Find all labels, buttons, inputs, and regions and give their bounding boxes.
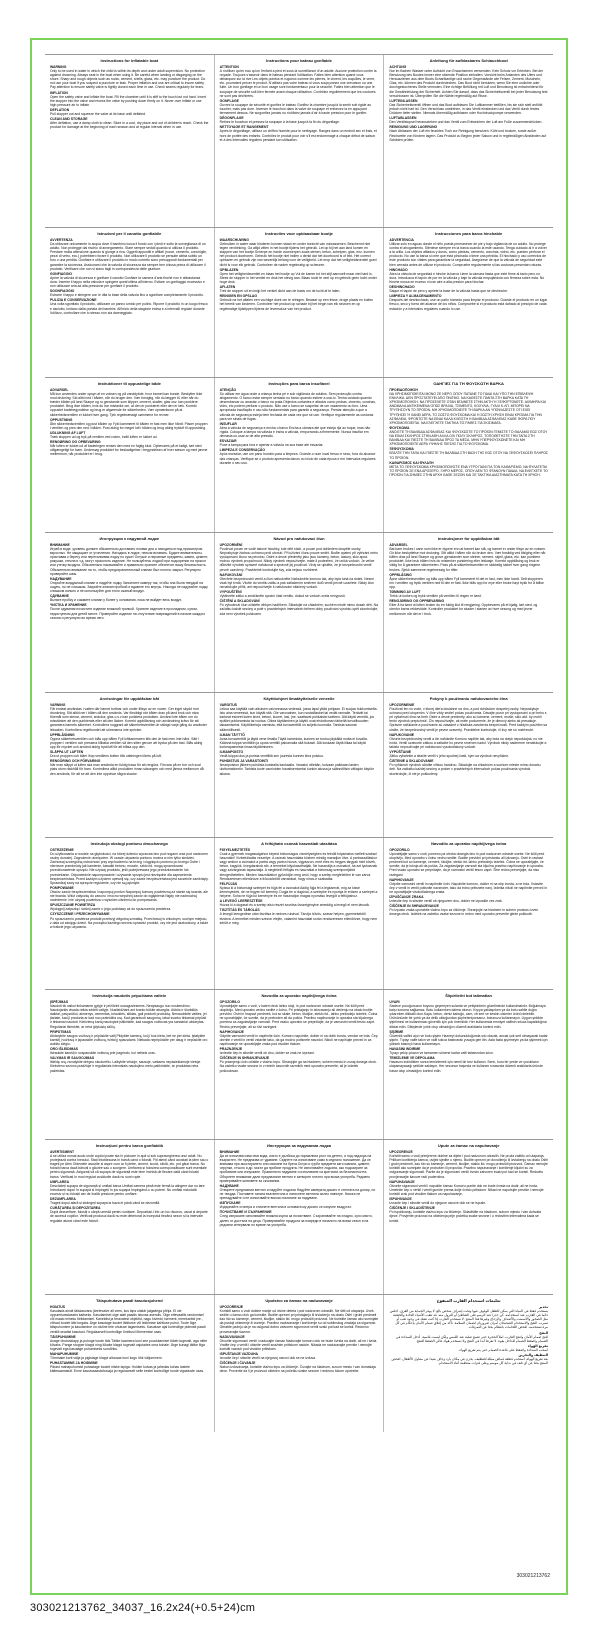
section-heading: RENGØRING OG OPBEVARING	[50, 440, 101, 445]
section-heading: UPOZORENJE	[389, 1150, 413, 1154]
section-heading: ИЗПУСКАНЕ	[219, 1201, 241, 1206]
section-heading: ILMANPOISTO	[219, 750, 244, 755]
block-title: Инструкция к надувной лодке	[99, 536, 160, 541]
section-text: Das Sicherheitsventil öffnen und das Boot aufblasen Die Luftkammer befüllen, bis sie sich steif anfühlt jedoch nicht hart ist. Den Verschluss umdrehen, in das Ventil einstecken und das Ventil durch festes Drücken tiefer stellen. Niemals übermäßig aufblasen oder Hochdruckpumpe verwenden.	[389, 102, 543, 116]
section-heading: LUFTEINLASSEN	[389, 98, 418, 103]
block-title: Instrukcja obsługi pontonu dmuchanego	[90, 841, 168, 846]
section-text: Må kun anvendes under opsyn af en voksen og på vanddybde, hvor barnet kan bunde. Beskytter ikke mod drukning. Sid altid ned i båden, når du bruger den. Vær forsigtig, når du lægger til, eller når du træder båden på land Skarpe og ru genstande som klipper, cement, skaller, glas osv. kan punktere produktet. Brug ikke båden, hvis du har mistanke om, at den er punkteret eller den er læk. Korrekt oppustet badebegyndelse og brug er afgørende for sikkerheden. Vær opmærksom på at sikkerhedsventilen er lukket hver gang. Tjek regelmæssigt sømmene for revner.	[50, 392, 203, 417]
section-text: Naudoti tik vaikui tinkamame gylyje ir prižiūrint suaugusiesiems. Neapsaugo nuo nuskendimo. Naudojantis visada reikia sėdėti valtyje. Nusileidžiant ant kranto būkite atsargūs. Aštrūs ir šiurkštūs daiktai, pavyzdžiui, akmenys, cementas, kriauklės, stiklas, gali pradurti produktą. Nenaudokite valties, jei įtariate, kad ji pradurta ar kad nuo praleidžia orą. Kad garantuoti saugumą, labai svarbu tinkamai pripūsti ir tinkamai naudoti. Kiekvieną kartą naudojant įsitikinkite, kad saugos vožtuvas yra sandariai uždarytas. Reguliariai tikrinkite, ar nėra įplyšusių siūlių.	[50, 1004, 207, 1029]
section-heading: RENGÖRING OCH FÖRVARING	[50, 759, 101, 764]
section-text: Izvucite čep i stisnite ventil do njegove osnove dok se ne ispuše.	[389, 1201, 487, 1206]
section-heading: NAPIHOVANJE	[389, 877, 414, 882]
instruction-block	[214, 693, 384, 837]
section-text: يستخدم فقط في المياه التي يمكن للطفل الوقوف فيها وتحت إشراف شخص بالغ. لا يوفر الحماية من الغرق. اجلس دائما في القارب عند استخدامه. كن حذرا عند الرسو على الشاطئ أو النزول منه. قد تثقب الأشياء الحادة والخشنة مثل الصخور والأسمنت والأصداف والزجاج وغيرها هذا المنتج. لا تستخدم القارب إذا كنت تشك في وجود ثقب أو تسرب. النفخ والاستخدام الصحيحان أمران ضروريان لضمان السلامة. تأكد من إغلاق صمام الأمان بإحكام في كل مرة تستخدمه. افحص اللحامات بانتظام بحثا عن التمزقات.	[389, 1309, 549, 1330]
section-heading: ΠΡΟΕΙΔΟΠΟΙΗΣΗ	[389, 388, 418, 392]
section-text: Používat pouze ve vodě takové hloubky, kde dítě stačí, a pouze pod dohledem dospělé osoby. Neposkytuje žádnou ochranu proti utonutí. Při užívání člunu pouze sedět. Buďte opatrní při vylézání nebo vystupování člunu na pevninu. Ostré a drsné předměty jako jsou kameny, beton, lastury, sklo apod. mohou výrobek propíchnout. Nikdy výrobek nepoužívejte, máte-li podezření, že uniká vzduch. Je velice důležité výrobek správně nafukovat a správně jej používat. Vždy se ujistěte, že je bezpečnostní ventil pevně uzavřený. Pravidelně kontrolujte švy, zda nejsou roztržené.	[219, 547, 378, 572]
section-heading: LUFTABLASSEN	[389, 116, 417, 121]
section-text: Da utilizzare unicamente in acqua dove il bambino tocca il fondo con i piedi e sotto la sorveglianza di un adulto. Non protegge dal rischio di annegamento. Stare sempre seduti quando si utilizza il prodotto. Prestare molta attenzione quando si giunge a riva. Oggetti appuntiti e affilati (rocce, cemento, conchiglie, pezzi di vetro, ecc.) potrebbero forare il prodotto. Non utilizzare il prodotto se pensate abbia subito un foro o una perdita. Gonfiare e utilizzare il prodotto in modo corretto sono presupposti fondamentali per garantire la sicurezza. Assicurarsi che la valvola di sicurezza sia sempre ben chiusa prima di utilizzare il prodotto. Verificare che non vi siano tagli in corrispondenza delle giunture.	[50, 242, 207, 271]
section-text: Estrarre il tappo e stringere con le dita la base della valvola fino a sgonfiare completamente il prodotto.	[50, 293, 204, 298]
block-title: Instrucţiuni pentru barca gonflabilă	[95, 1143, 163, 1148]
section-text: Only to be used in water in which the child is within its depth and under adult supervision. No protection against drowning. Always seat in the boat when using it. Be careful when landing or disgarging on the shore. Sharp and rough objects such as rocks, cement, shells, glass, etc. may puncture the product. Do not use your boat if you suspect a puncture or leak. Proper inflation and use are critical to insure safety. Pay attention to ensure safety valve is tightly closed each time in use. Check seams regularly for tears.	[50, 69, 206, 90]
instruction-block	[383, 378, 553, 532]
section-text: Odprite varnostni ventil in napihnite čoln. Napolnite komoro, dokler ni na otip čvrsta, a ne trda. Vstavite čep v ventil in ventil potisnite navznoter, tako da trdno pritisnete nanj. Izdelka nikoli ne napihnite preveč in ne uporabljajte visokotlačnega zraka.	[389, 881, 548, 894]
section-text: A n'utiliser qu'en eau qu'on l'enfant a pied et sous la surveillance d'un adulte. Aucune protection contre la noyade. Toujours s'asseoir dans le bateau pendant l'utilisation. Faites bien attention quand vous debarquez sur la rive Les objets pointus et rugueux comme les pierres, le ciment, les coquilles, le verre, etc. pourraient percer le produit. N'utilisez pas votre bateau si vous soupçonnez une crevaison ou une fuite. Un bon gonflage et un bon usage sont fondamentaux pour la sécurité. Faites bien attention que le soupape de sécurité soit bien fermée avant chaque utilisation. Contrôlez régulièrement que les coutures ne sont pas déchirées.	[219, 69, 377, 98]
section-heading: СДУВАНИЕ	[50, 594, 69, 599]
section-heading: ŞİŞİRME	[389, 1029, 404, 1034]
section-heading: VYPÚŠŤANIE	[389, 750, 412, 755]
instruction-block	[383, 533, 553, 692]
section-heading: HAVASINI INDIRME	[389, 1047, 421, 1052]
block-title: Šlipirtleiht bot talimatları	[445, 993, 493, 998]
section-text: Uporabljajte samo v vodi, pomeno pa otroka dosegla dno in pod nadzorom odrasle osebe. Ne ščiti pred utopitvijo. Med uporabo v čolnu vedno sedite. Bodite previdni pri pristanku ali izkrcanju. Ostri in raskavi predmeti kot so kamenje, cement, školjke, steklo itd. lahko prebodejo izdelek. Čolna ne uporabljajte, če sumite, da je luknja ali da pušča. Za zagotavljanje varnosti sta ključna pravilno napihovanje in uporaba. Pred vsako uporabo se prepričajte, da je varnostni ventil tesno zaprt. Šive redno preverjajte, da niso raztrgani.	[389, 852, 545, 877]
section-heading: CZYSZCZENIE I PRZECHOWYWANIE	[50, 912, 110, 917]
instruction-row	[45, 837, 553, 989]
section-heading: ADVARSEL	[389, 543, 408, 547]
section-heading: ISPUHIVANJE	[389, 1197, 412, 1202]
section-heading: NAFUKOVÁNÍ	[219, 572, 243, 577]
section-heading: LIMPIEZA Y ALMACENAMIENTO	[389, 294, 442, 299]
section-text: ΑΝΟΙΞΤΕ ΤΗ ΒΑΛΒΙΔΑ ΑΣΦΑΛΕΙΑΣ ΚΑΙ ΦΟΥΣΚΩΣΤΕ ΤΟ ΠΡΟΪΟΝ ΓΕΜΙΣΤΕ ΤΟ ΘΑΛΑΜΟ ΕΩΣ ΟΤΟΥ ΝΑ ΕΙΝΑΙ ΣΚΛΗΡΟΣ ΣΤΗΝ ΑΦΗ ΑΛΛΑ ΟΧΙ ΠΟΛΥ ΣΚΛΗΡΟΣ. ΤΟΠΟΘΕΤΗΣΤΕ ΤΗΝ ΤΑΠΑ ΣΤΗ ΒΑΛΒΙΔΑ ΚΑΙ ΠΙΕΣΤΕ ΤΗ ΒΑΛΒΙΔΑ ΠΡΟΣ ΤΑ ΜΕΣΑ. ΜΗΝ ΥΠΕΡΦΟΥΣΚΩΝΕΤΕ ΚΑΙ ΜΗ ΧΡΗΣΙΜΟΠΟΙΕΙΤΕ ΑΕΡΑ ΥΨΗΛΗΣ ΠΙΕΣΗΣ ΓΙΑ ΤΟ ΦΟΥΣΚΩΜΑ.	[389, 429, 548, 447]
section-text: Csak a gyermek magasságához képest biztonságos vízmélységben és felnőtt folyamatos mellett szabad használni! Vízbefulladás veszélye. A csónak használata közben mindig maradjon ülve. A partraszálláskor vagy amikor a csónakot a partra vagy parton húzza, vigyázzon, mert éles és hegyes tárgyak mint kövek, beton, kagylók, üvegdarabok stb. a terméket kilyukaszthatják. Ne használja a csónakot, ha azt lyukasnak vagy szivárgónak tapasztalja. A megfelelő felfújás és használat a biztonság szempontjából elengedhetetlen. Minden használatkor győződjön meg arról, hogy a szelep megfelelően le van zárva. Rendszeresen ellenőrizze a fröccsöntött varratokat, hogy nincs-e szakadás.	[219, 852, 378, 881]
instruction-block	[214, 838, 384, 989]
section-heading: NAFUKOVANIE	[389, 732, 414, 737]
section-text: Uporabljajte samo v vodi, v kateri otrok lahko stoji, in pod nadzorom odrasle osebe. Ne ščiti pred utopitvijo. Med uporabo vedno sedite v čolnu. Pri pristajanju in izkrcavanju ali vlečenju na obalo bodite previdni. Ostri in hrapavi predmeti, kot so skale, beton, školjke, steklo itd., lahko prebodejo izdelek. Čolna ne uporabljajte, če sumite, da je preboden ali da pušča. Pravilno napihovanje in uporaba sta ključnega pomena za zagotavljanje varnosti. Pred vsako uporabo se prepričajte, da je varnostni ventil tesno zaprt. Redno preverjajte, ali so šivi raztrgani.	[219, 1004, 378, 1029]
section-text: Odprite varnostni ventil in napihnite čoln. Komoro napolnite, dokler ni na dotik čvrsta, vendar ne trda. Čep obrnite v ventil in ventil vstavite tako, da ga močno potisnete navzdol. Nikoli ne napihujte preveč in za napihovanje ne uporabljajte zraka pod visokim tlakom.	[219, 1033, 378, 1046]
section-heading: INFLATION	[50, 90, 68, 95]
section-text: A levegő leengedése után tisztítsa le nedves ruhával. Tárolja hűvös, száraz helyen, gyermekektől elzárva. A terméket minden szezon elején, valamint használat során rendszeresen ellenőrizze, hogy nem sérült-e meg.	[219, 912, 378, 925]
section-text: Otwórz zawór bezpieczeństwa i napompuj ponton Napompuj komorę powietrzną aż stanie się twarda, ale nie twarda. Włóż zatyczkę do zaworu i mocno wepchnij zawór do wgłębienia Nigdy nie nadmuchuj nadmiernie i nie używaj powietrza o wysokim ciśnieniu do pompowania.	[50, 889, 208, 903]
section-heading: IZPUŠČANJE ZRAKA	[389, 895, 424, 900]
section-text: A se utiliza numai acolo unde copilul poate sta în picioare în apă și sub supravegherea unui adult. Nu protejează contra înecului. Stați întotdeauna în barcă când o folosiți. Fiți atenți când acostați la țărm sau o trageți pe țărm Obiectele ascuțite și aspre cum ar fi pietre, ciment, scoici, sticlă, etc. pot găuri barca. Nu folosiți barca dacă bănuiți o găurire sau o scurgere. Umflarea și folosirea corespunzătoare sunt esențiale pentru siguranță. Asigurați-vă că supapa de siguranță este bine închisă de fiecare dată când folosiți barca. Verificați în mod regulat cusăturile dacă nu sunt rupte.	[50, 1154, 209, 1179]
instruction-block	[45, 1140, 214, 1294]
instruction-row	[45, 227, 553, 377]
instruction-block	[45, 693, 214, 837]
instruction-block	[383, 838, 553, 989]
section-heading: OPPUSTNING	[50, 417, 73, 422]
block-title: Instructies voor opblaasbaar bootje	[265, 231, 333, 236]
block-title: Käyttöohjeet ilmatäytteiselle veneelle	[263, 696, 335, 701]
section-heading: UMFLAREA	[50, 1179, 70, 1184]
section-text: Nakon izduvavanja, koristite vlažnu krpu za čišćenje. Čuvajte na hladnom, suvom mestu i van domašaja dece. Proverite da li je proizvod oštećen na početku svake sezone i redovno tokom upotrebe.	[219, 1365, 376, 1374]
section-heading: HOIATUS	[50, 1305, 66, 1309]
section-text: Ouvrez la soupape de sécurité et gonflez le bateau Gonflez la chambre jusqu'à la sentir soit rigide au toucher, mais pas dure. Inverser le bouchon dans la valve de soupape et enfoncez la en appuyant fermement dessus. Ne surgonflez jamais ou n'utilisez jamais d'air à haute pression pour le gonfler.	[219, 102, 372, 116]
block-title: Anleitung für aufblasbares Schlauchboot	[429, 58, 508, 63]
section-heading: NADUVAVANJE	[219, 1334, 245, 1339]
instruction-row	[45, 532, 553, 692]
block-title: Instruktioner til oppustelige både	[97, 381, 161, 386]
section-heading: SGONFIAGGIO	[50, 289, 75, 294]
instruction-row	[45, 54, 553, 227]
section-text: Après le dégonflage, utilisez un chiffon humide pour le nettoyage. Rangez dans un endroit sec et frais, et hors de portée des enfants. Contrôlez le produit pour voir s'il est endommagé à chaque début de saison et à des intervalles réguliers pendant son utilisation.	[219, 129, 377, 142]
section-text: Po vyfouknutí člun očistěte vlhkým hadříkem. Skladujte na chladném, suchém místě mimo dosah dětí. Na začátku každé sezóny a poté v pravidelných intervalech během doby používání výrobku opět zkontrolujte, zda není výrobek poškozen.	[219, 603, 379, 616]
block-title: Pokyny k používaniu nafukovacieho člna	[429, 696, 508, 701]
section-text: ΜΕΤΑ ΤΟ ΞΕΦΟΥΣΚΩΜΑ ΧΡΗΣΙΜΟΠΟΙΗΣΤΕ ΕΝΑ ΥΓΡΟ ΠΑΝΙ ΓΙΑ ΤΟΝ ΚΑΘΑΡΙΣΜΟ. ΝΑ ΦΥΛΑΓΕΤΑΙ ΤΟ ΠΡΟΪΟΝ ΣΕ ΕΝΑ ΔΡΟΣΕΡΟ, ΞΗΡΟ ΜΕΡΟΣ, ΟΠΟΥ ΔΕΝ ΤΟ ΦΤΑΝΟΥΝ ΠΑΙΔΙΑ. ΝΑ ΕΛΕΓΧΕΤΕ ΤΟ ΠΡΟΪΟΝ ΓΙΑ ΖΗΜΙΕΣ ΣΤΗΝ ΑΡΧΗ ΚΑΘΕ ΣΕΖΟΝ ΚΑΙ ΣΕ ΤΑΚΤΙΚΑ ΔΙΑΣΤΗΜΑΤΑ ΚΑΤΑ ΤΗ ΧΡΗΣΗ.	[389, 464, 548, 477]
section-text: Pärast mahapuhumist puhastage toodet niiske lapiga. Hoidke kuivas ja jahedas kohas lastele kättesaamatult. Enne kasutusaastahooaja ja regulaarselt selle kestel kontrollige toode vigastuste osas.	[50, 1365, 204, 1374]
section-heading: TISZTÍTÁS ÉS TÁROLÁS	[219, 908, 260, 913]
instruction-block	[383, 1295, 553, 1432]
section-heading: ČIŠĆENJE I ČUVANJE	[219, 1361, 256, 1366]
instruction-row	[45, 989, 553, 1139]
section-heading: TEMİZLEME VE DEPOLAMA	[389, 1056, 435, 1061]
section-heading: FELFÚJÁS	[219, 881, 238, 886]
section-text: После сдувания почистите изделие влажной тряпкой. Храните изделие в прохладном, сухом, недоступном для детей месте. Проверяйте изделие на отсутствие повреждений в начале каждого сезона и регулярно во время него.	[50, 607, 206, 620]
section-text: Den Ventilstopsel herausziehen und das Ventil zum Entweichen der Luft am Fuße zusammendrücken.	[389, 120, 543, 125]
section-text: Avage ohutusklapp ja puhuge toode täis Täitke kaamera kuni see puudutamisel tükeb tugevalt, aga mitte kõvaks. Pange stopper klappi ning lükake klappi tugevalt vajutades oma kohale. Ärge kunagi täitke liiga tugevalt ega kasutage puhumiseks suruõhku.	[50, 1338, 208, 1351]
section-heading: ПОЧИСТВАНЕ И СЪХРАНЕНИЕ	[219, 1210, 272, 1215]
section-heading: NETTOYAGE ET RANGEMENT	[219, 125, 269, 130]
instruction-row	[45, 377, 553, 532]
section-heading: تفريغ الهواء	[527, 1343, 549, 1348]
instruction-block	[214, 228, 384, 377]
section-heading: ЧИСТКА И ХРАНЕНИЕ	[50, 603, 87, 608]
section-text: Pull stopper out and squeeze the valve at its base until deflated.	[50, 112, 146, 117]
section-text: Åbn sikkerhedsventilen og pust båden op Fyld kammeret til båden er fast men ikke hårdt. Placer proppen i ventilen og pres den ned i båden. Pust aldrig for meget luft i båden og brug aldrig trykluft til oppustning.	[50, 421, 208, 430]
section-text: Откройте воздушный клапан и надуйте лодку Заполните камеру так, чтобы она была твердой на ощупь, но не слишком. Закройте клапан пробкой и вдавите его внутрь. Никогда не надувайте лодку слишком сильно и не используйте для этого сжатый воздух.	[50, 580, 208, 594]
section-heading: النفخ	[539, 1330, 549, 1335]
section-heading: RENGJØRING OG OPPBEVARING	[389, 599, 445, 604]
instruction-block	[45, 990, 214, 1139]
instruction-block	[383, 1140, 553, 1294]
section-text: Nach Ablassen der Luft ein feuchtes Tuch zur Reinigung benutzen. Kühl und trocken, sowie außer Reichweite von Kindern lagern. Das Produkt zu Beginn jeder Saison und in regelmäßigen Abständen auf Schäden prüfen.	[389, 129, 547, 142]
section-text: Tõmmake korti välja ja pigistage klappi alloosas kuni kogu õhk väljuminem.	[50, 1356, 163, 1361]
section-heading: PUHDISTUS JA VARASTOINTI	[219, 759, 269, 764]
section-heading: WARNING	[50, 65, 67, 69]
instruction-block	[214, 990, 384, 1139]
instruction-block	[45, 228, 214, 377]
section-text: Používať len vo vode, v ktorej dieťa dosiahne na dno, a pod dohľadom dospelej osoby. Neposkytuje ochranu pred utopením. V člne vždy sedieť počas používania. Dávajte pozor pri vystupovaní a pri behu s pri vytiahnutí člna na breh Ostré a drsné predmety, ako sú kamene, cement, mušle, sklo atď. by mohli tento výrobok prepichnúť. Čln nepoužívajte, ak máte podozrenie, že je dierový alebo ak presakuje. Správne nafúkanie a používanie sú zásadné z hľadiska zaručenia bezpečnosti. Pred každým použitím sa uistite, že bezpečnostný ventil je pevne uzavretý. Pravidelne kontrolujte, či švy nie sú roztrhnuté.	[389, 707, 547, 732]
section-text: Да се използва само във вода, която е дълбока до нормалния ръст на детето, и под надзора на възрастен. Не предпазва от удавяне. Седнете на използване само в седнало положение. Да се внимава при акостирането или сваляне на брега.Остри и груби предмети като камъни, цимент, черупки, стъкло и др. могат да пробият продукта. Не използвайте лодката, ако подозирате за пробиване или изпускане. Правилното надуване и използване са критични за безопасността. Обърнете внимание дали предпазният вентил е затворен плътно при всяка употреба. Редовно проверявайте шевовете за скъсвания.	[219, 1154, 372, 1183]
section-text: Po spuszczeniu powietrza produkt przetrzyj wilgotną szmatką. Przechowuj w chłodnym, suchym miejscu, z dala od zasięgu dzieci. Na początku każdego sezonu sprawdź produkt, czy nie jest uszkodzony, a także w trakcie jego używania.	[50, 916, 209, 929]
section-text: Gebruiken in water waar kinderen kunnen staan en onder toezicht van volwassenen. Beschermt niet tegen verdrinking. Ga altijd zitten in het bootje tijdens het gebruik. Let op bij het aan land komen en stappen van het bootje.Scherpe en harde voorwerpen zoals stenen, beton, schelpen, glas, enz. kunnen het product doorboren. Gebruik het bootje niet indien u denkt dat het doorboord is of lekt. Het correct opblazen en gebruik zijn van wezenlijk belang voor de veiligheid. Let erop dat het veiligheidsventiel goed dicht is voor elk gebruik. Controleer de naden regelmatig op scheuren.	[219, 242, 377, 267]
section-text: Open het veiligheidsventiel en blaas het bootje op Vul de kamer tot het stijf aanvoelt maar niet hard is. Steek de stopper in het ventiel en druk het stevig aan. Blaas nooit te veel op en gebruik geen lucht onder hoge druk.	[219, 271, 377, 284]
block-title: Instruksjoner for oppblåsbar båt	[437, 536, 500, 541]
section-text: Utilizar solo en aguas donde el niño pueda permanecer de pie y bajo vigilancia de un adulto. No protege contra el ahogamiento. Siéntese siempre en la barca cuando la esté usando. Tenga cuidado al ir a volver a la orilla. Los objetos afilados y duros, como piedras, cemento, conchas, vidrio, etc. pueden perforar el producto. No use la barca si cree que está pinchada o tiene una pérdida. El hinchado y uso correctos de este producto son vitales para garantizar la seguridad. Asegúrese de que la válvula de seguridad esté bien cerrada antes de utilizar el producto. Compruebe regularmente si las costuras presentan roturas.	[389, 242, 547, 267]
section-text: Otevřete bezpečnostní ventil a člun nafoukněte Nafoukněte komoru tak, aby byla tuhá na dotek. Nesmí však být tvrdá. Vložte do ventilu zátku a pak zatlačením směrem dolů ventil pevně uzavřete. Nikdy člun nenafukujte příliš, ani nepoužívejte k nafukování stlačený vzduch.	[219, 576, 375, 589]
section-heading: НАДУВАНИЕ	[50, 576, 72, 581]
section-heading: OSTRZEŻENIE	[50, 848, 74, 852]
section-heading: DEZUMFLAREA	[50, 1197, 76, 1202]
section-text: Po vyfúknutí výrobok očistite vlhkou handrou. Skladujte na chladnom a suchom mieste mimo dosahu detí. Na začiatku každej sezóny a potom v pravidelných intervaloch počas používania výrobok skontrolujte, či nie je poškodený.	[389, 763, 541, 776]
section-text: Ilmanpoiston jälkeen puhdista kostealla kankaalla. Varastoi viileään, kuivaan paikkaan lasten ulottumattomiin. Tarkista tuote vaurioiden havaitsemiseksi kunkin alussa ja säännöllisin väliajoin käytön aikana.	[219, 763, 374, 776]
instruction-block	[383, 990, 553, 1139]
section-heading: CLEAN AND STORAGE	[50, 117, 88, 122]
section-text: Otvorite sigurnosni ventil i napušite čamac Komoru punite dok ne bude čvrsta na dodir, ali ne tvrda. Umetnite čep u ventil i ventil gurnite prema dolje čvrsto pritiskom. Nikad ne napuhujte previše i nemojte koristiti zrak pod visokim tlakom za napuhavanje.	[389, 1183, 544, 1196]
section-text: Otvorite sigurnosni ventil i naduvajte čamac Naduvajte komoru dok ne bude čvrsta na dodir, ali ne i tvrda. Vratite čep u ventil i utisnite ventil snažnim pritiskom nadole. Nikada ne naduvavajte previše i nemojte koristiti vazduh pod visokim pritiskom.	[219, 1338, 378, 1351]
section-text: Una volta sgonfiato il prodotto, utilizzare un panno umido per pulirlo. Riporre il prodotto in un luogo fresco e asciutto, lontano dalla portata dei bambini. All'inizio della stagione estiva e a intervalli regolari durante l'utilizzo, controllare che lo stesso non sia danneggiato.	[50, 302, 208, 315]
section-heading: OPOZORILO	[389, 848, 410, 852]
section-text: ΒΓΑΛΤΕ ΤΗΝ ΤΑΠΑ ΚΑΙ ΠΙΕΣΤΕ ΤΗ ΒΑΛΒΙΔΑ ΣΤΗ ΒΑΣΗ ΤΗΣ ΕΩΣ ΟΤΟΥ ΝΑ ΞΕΦΟΥΣΚΩΣΕΙ ΠΛΗΡΩΣ ΤΟ ΠΡΟΪΟΝ.	[389, 451, 548, 460]
section-heading: ATENÇÃO	[219, 388, 237, 392]
section-heading: MAHAPUHUMINE	[50, 1352, 79, 1357]
section-heading: VARNING	[50, 703, 66, 707]
section-text: After deflation, use a damp cloth to clean. Store in a cool, dry place and out of children's reach. Check the product for damage at the beginning of each season and at regular interval when in use.	[50, 121, 209, 130]
section-heading: ΚΑΘΑΡΙΣΜΟΣ ΚΑΙ ΦΥΛΑΞΗ	[389, 460, 434, 465]
section-text: După dezumflare, folosiți o cârpă umedă pentru curățare. Depozitați-l într-un loc răcoros, uscat și departe de accesul copiilor. Verificați produsul dacă nu este deteriorat la începutul fiecărui sezon și la intervale regulate atunci când este folosit.	[50, 1210, 208, 1223]
section-heading: VAROITUS	[219, 703, 237, 707]
section-text: Trek de stopper uit en knijp het ventiel dicht aan de basis om de lucht af te laten.	[219, 289, 341, 294]
block-title: Istruzioni per il canotto gonfiabile	[97, 231, 162, 236]
instruction-block	[383, 693, 553, 837]
section-text: Играй в воде, уровень должен обязательно доставать ногами дна и находиться под присмотром взрослых. Не защищает от утопления. Находясь в лодке, нельзя вставать. Будьте внимательны, приставая к берегу или переталкивая лодку по суше! Острые и неровные предметы, камни, цемент, ракушки, стекла и т.д. могут проколоть изделие. Не пользуйтесь лодкой при подозрении на прокол или утечку воздуха. Обязательно накачивайте и правильно храните обеспечит вашу безопасность. Обязательно внимание на то, чтобы предохранительный клапан был плотно закрыт. Регулярно проверяйте швы.	[50, 547, 209, 576]
block-title: ΟΔΗΓΙΕΣ ΓΙΑ ΤΗ ΦΟΥΣΚΩΤΗ ΒΑΡΚΑ	[433, 381, 504, 386]
block-title: A felfújható csónak használati utasítása	[261, 841, 337, 846]
section-text: Bat bare brukes i vann som ikke er dypere enn at barnet kan stå, og barnet er under tilsyn av en voksen. Gir ikke beskyttelse mot drukning. Sitt alltid i båten når du bruker den. Vær forsiktig ved tilsiging eller når båten dras på land Skarpe og grove gjenstander som steiner, sement, skjell, glass, etc. kan punktere produktet. Ikke bruk båten hvis du mistenker punktering eller lekkasje. Korrekt oppblåsing og bruk er viktig for å garantere sikkerheten. Pass på at sikkerhetsventilen er skikkelig lukket hver gang ringene brukes. Sjekk sømmene regelmessig for rifter.	[389, 547, 546, 572]
section-text: Abra a válvula de segurança e encha o barco Encha a câmara até que esteja rija ao toque, mas não rígida. Coloque a tampa na válvula e insira a válvula, empurrando-a firmemente. Nunca insuflar em demasia ou usar ar de alta pressão.	[219, 425, 371, 439]
section-text: Deschideți supapa de siguranță și umflați barca Umflați camera până este fermă la atingere dar nu tare. Introduceți dopul în supapă și împingeți în jos supapa împingând-o cu putere. Nu umflați niciodată excesiv și nu folosiți aer de înaltă presiune pentru umflare.	[50, 1183, 206, 1196]
section-text: När man släppt ut luften ska man använda en fuktig trasa för att rengöra. Förvara på en torr och sval plats utom räckhåll för barn. Kontrollera alltid produkten innan säsongen och med jämna mellanrum då den används, för att se att den inte uppvisar några skador.	[50, 763, 204, 776]
section-heading: ĮSPĖJIMAS	[50, 1000, 69, 1004]
section-heading: UPOZORNENIE	[389, 703, 415, 707]
section-text: Saque el tapón de pero y apriete la base de la válvula hasta que se deshinche.	[389, 289, 508, 294]
section-text: Retirez le bouchon et pressez la soupape à la base jusqu'à la fin du dégonflage.	[219, 120, 340, 125]
section-heading: UDLUKNING AF LUFT	[50, 430, 86, 435]
section-heading: ČISTENIE A SKLADOVANIE	[389, 759, 434, 764]
section-text: Выньте пробку и сожмите клапан у более у основания, пока не выйдет весь воздух.	[50, 598, 183, 603]
block-title: Instrucciones para barca hinchable	[435, 231, 503, 236]
section-text: Zátku vytiahnite a stlačte ventil v jeho spodnej časti, kým sa výrobok nevyfúkne.	[389, 754, 510, 759]
section-text: Åpne sikkerhetsventilen og blås opp båten Fyll kammeret til det er fast, men ikke hardt. Sett stopperen inn i ventilen og trykk ventilen ned til den er fast. Ikke blås opp for mye eller bruke høyt trykk for å blåse opp.	[389, 576, 544, 589]
section-text: Vytáhněte zátku a zmáčkněte spodní část ventilu, dokud se vzduch zcela nevypustí.	[219, 594, 346, 599]
section-text: Izvlecite čep in stisnite ventil ob njegovem dnu, dokler ne izpustite ves zrak.	[389, 899, 503, 904]
section-text: Nyissa ki a biztonsági szelepet és fújja fel a csónakot Addig fújja fel a légkamrát, míg az kissé keményedett, de ne legyen túl kemény. Dugja be a dugóval, a szelepbe és nyomja le erősen a szelepet a helyére. Soha ne fújja túl keményre és ne használjon magas nyomású levegőt a felfújáshoz.	[219, 885, 378, 899]
block-title: تعليمات استخدام القارب المنفوخ	[436, 1298, 501, 1303]
section-text: Po ispuhivanju, koristite vlažnu krpu za čišćenje. Skladištite na hladnom, suhom mjestu i van dohvata djece. Provjerite proizvod na oštećenja prije početka svake sezone i u redovitim intervalima kada se koristi.	[389, 1210, 542, 1223]
section-text: Após esvaziar, use um pano húmido para a limpeza. Guarde-o num local fresco e seco, fora do alcance das crianças. Verifique se o produto apresenta danos no início de cada época e em intervalos regulares durante o seu uso.	[219, 452, 376, 465]
section-heading: ADVARSEL	[50, 388, 69, 392]
section-text: اسحب السدادة واضغط على قاعدة الصمام حتى يتم تفريغ الهواء.	[458, 1347, 549, 1352]
section-heading: UPOZORNĚNÍ	[219, 543, 243, 547]
section-text: Sadece çocuğunuzun boyunu geçmeyen sularda ve yetişkinlerin gözetiminde kullanılmalıdır. Boğulmaya karşı koruma sağlamaz. Botu kullanırken daima oturun. Kıyıya yaklaşırken ya da botu sahile doğru çıkarırken dikkatli olun.Kaya, beton, deniz kabuğu, cam, vb sert ve keskin cisimler ürünü delebilir. Ürününüzde bir yırtık ya da delik olduğundan şüpheleniyorsanız, botunuzu kullanmayın. Uygun şekilde şişirilmesi ve kullanılması güvenlik için çok önemlidir. Her kullanımda emniyet valfinin sıkıca kapatıldığına dikkat edin. Dikişlerde yırtık olup olmadığını düzenli aralıklarla kontrol edin.	[389, 1004, 547, 1029]
section-text: Atidarykite saugos vožtuvą ir pripūskite valtį Pildykite kamerą, kol ji bus kieta, bet ne per kieta. Įstatykite kamštį į vožtuvą ir įspauskite vožtuvą, tvirtai jį spausdami. Niekada nepripūskite per daug ir nepūskite oro aukštu slėgiu.	[50, 1033, 208, 1046]
section-heading: A LEVEGŐ LEERESZTÉSE	[219, 899, 263, 904]
section-text: Izvucite čep i stisnite ventil na njegovoj osnovi dok se ne izduva.	[219, 1356, 316, 1361]
section-heading: ATTENTION	[219, 65, 239, 69]
section-text: Izvlecite čep in stisnite ventil ob dnu, dokler se zrak ne izprazni.	[219, 1051, 315, 1056]
instruction-block	[383, 55, 553, 227]
instruction-block	[383, 228, 553, 377]
section-heading: تحذير	[538, 1305, 549, 1309]
section-text: Trageți dopul afară și strângeți supapa la baza ei până când se dezumflă.	[50, 1201, 161, 1206]
section-heading: TÄISPUHUMINE	[50, 1334, 76, 1339]
section-heading: ČIŠTĚNÍ A SKLADOVÁNÍ	[219, 599, 260, 604]
section-text: Avaa turvaventtiili ja täytä vene ilmalla Täytä kammiota, kunnes se tuntuu jäykältä mutta ei kovalta. Käännä tulppa venttiiliin ja upota venttiili painamalla sitä tiukasti. Älä koskaan täytä liikaa tai käytä korkeapaineista ilmaa täyttämiseen.	[219, 736, 368, 749]
section-text: Lekua saa käyttää vain aikuisen valvonnassa vedessä, jossa lapsi yltää pohjaan. Ei suojaa hukkumiselta. Istu aina veneessä, kun käytät sitä. Ole varovainen, kun nostat/lasket tai vedät rannalle. Terävät tai karkeat esineet kuten kivet, betoni, kuoret, lasi, jne. saattavat puhkaista tuotteen. Älä käytä venettä, jos epäilet puhkeamista tai vuotoa. Oikea täyttäminen ja käyttö ovat ehdottoman tärkeitä turvallisuuden takaamiseksi. Käyttökertoja varmista, että turvaventtiili on suljettu kunnolla. Tarkista saumat säännöllisesti.	[219, 707, 378, 732]
section-text: Po izpustu zraka uporabite vlažno krpo za čiščenje. Shranjujte na hladnem in suhem prostoru izven dosega otrok. Izdelek na začetku vsake sezone in redno med uporabo preverite glede poškodb.	[389, 908, 539, 917]
section-text: Gebruik na het aflaten een vochtige doek om te reinigen. Bewaar op een frisse, droge plaats en buiten het bereik van kinderen. Controleer het product op schade bij het begin van elk seizoen en op regelmatige tijdstippen tijdens de levensduur van het product.	[219, 298, 374, 311]
section-heading: ISPUŠTANJE VAZDUHA	[219, 1352, 258, 1357]
section-heading: REINIGUNG UND LAGERUNG	[389, 125, 438, 130]
instruction-block	[214, 1140, 384, 1294]
section-heading: ČIŠČENJE IN SHRANJEVANJE	[389, 904, 439, 909]
section-heading: ВНИМАНИЕ	[219, 1150, 240, 1154]
section-heading: OPPBLÅSING	[389, 572, 412, 577]
section-text: Húzza ki a dugaszt és a szelep alsó részét szorítsa összeigénylve ameddig a levegő el nem távozik.	[219, 903, 371, 908]
section-heading: OPOZORILO	[219, 1000, 241, 1004]
section-text: Aprire la valvola di sicurezza e gonfiare il canotto Gonfiare la camera d'aria finché non è abbastanza dura. Inserire il tappo nella valvola e spingere quest'ultima all'interno. Evitare un gonfiaggio eccessivo e non utilizzare aria ad alta pressione per gonfiare il prodotto.	[50, 275, 205, 289]
section-text: Koristiti samo u vodi primjerene dubine za dijete i pod nadzorom odraslih. Ne pruža zaštitu od utapanja. Prilikom korištenja čamca, uvijek sjedite u njemu. Budite oprezni pri dovođenju ili izvlačenju na obalu Oštri i grubi predmeti, kao što su kamenje, cement, školjke, staklo itd. mogu probušiti proizvod. Čamac nemojte koristiti ako sumnjate da je probušen ili propušta. Pravilno napuhavanje i korištenje ključni su za osiguravanje sigurnosti. Pazite da je sigurnosni ventil čvrsto zatvoren svaki put kad se koristi. Redovito provjeravajte šavove radi poderotina.	[389, 1154, 549, 1179]
section-text: Dra ut proppen och kläm ihop ventilens botten tills vattningen tömts på luft.	[50, 754, 162, 759]
section-text: Só utilizar em água onde a criança tenha pé e sob vigilância de adultos. Sem protecção contra afogamento. O barco estar sempre sentado no barco quando estiver a usá-lo. Tenha cuidado quando desembarcar ou arrastar o barco na praia.Objectos cortantes e afiados como pedras, cimento, conchas, vidro, etc podem perfurar o produto. Não use o barco se suspeitar de um vazamento ou furo. Uma apropriada insuflação e uso são fundamentais para garantir a segurança. Prestar atenção a que a válvula de segurança esteja bem fechada de cada vez que se use. Verifique regularmente as costuras para ver sinais de fugas.	[219, 392, 376, 421]
section-heading: ВНИМАНИЕ	[50, 543, 70, 547]
section-heading: AVERTISMENT	[50, 1150, 75, 1154]
section-heading: VALYMAS IR SAUGOJIMAS	[50, 1056, 95, 1061]
instruction-block	[214, 533, 384, 692]
section-heading: ACHTUNG	[389, 65, 407, 69]
section-heading: PULIZIA E CONSERVAZIONE	[50, 298, 97, 303]
section-text: Trekk ut korken og trykk ventilen på ventilen til ringen er tømt.	[389, 594, 482, 599]
instruction-block	[45, 1295, 214, 1432]
section-heading: REINIGEN EN OPSLAG	[219, 294, 257, 299]
section-heading: التنظيف والتخزين	[518, 1353, 549, 1358]
section-heading: NAPIHOVANJE	[219, 1029, 244, 1034]
block-title: Täispuhutava paadi kasutusjuhend	[95, 1298, 163, 1303]
section-text: Отворете предпазния вентил и надуйте лодката Надуйте камерата докато е стегната на допир, но не твърда. Поставете тапата във вентила и натиснете вентила силно навътре. Никога не пренадувайте и не използвайте високо налягане за надуване.	[219, 1187, 376, 1201]
instruction-block	[214, 1295, 384, 1432]
instruction-row	[45, 1294, 553, 1432]
block-title: Anvisningar för uppblåsbar båt	[99, 696, 159, 701]
section-text: Издърпайте стопера и стиснете вентила в основата му докато се изпусне въздухът.	[219, 1205, 352, 1210]
instruction-row	[45, 692, 553, 837]
section-text: افتح صمام الأمان وانفخ القارب. املأ الحجرة حتى تصبح صلبة عند اللمس ولكن ليست قاسية. أدخل السدادة في الصمام واضغط الصمام للداخل بقوة. لا تفرط أبدا في النفخ ولا تستخدم هواء عالي الضغط للنفخ.	[395, 1334, 549, 1343]
section-text: Wyciągnij zatyczkę i ściśnij zawór u jego podstawy aż do spuszczenia powietrza.	[50, 907, 172, 912]
section-heading: ΞΕΦΟΥΣΚΩΜΑ	[389, 447, 414, 452]
section-text: Abra la válvula de seguridad e hinche la barca Llene la cámara hasta que esté firme al tacto pero no dura. Introduzca el tapón de por en la válvula y baje la válvula empujándola con firmeza sobre esta. No hinche nunca en exceso ni use aire a alta presión para hinchar.	[389, 271, 545, 284]
block-title: Instructions pour bateau gonflable	[266, 58, 332, 63]
section-heading: NAPUHAVANJE	[389, 1179, 415, 1184]
section-text: Vedä tulppa ulos ja purista venttiiliä sen juuresta kunnes ilma poistuu.	[219, 754, 324, 759]
section-text: Do użytkowania w wodzie na głębokości, na której dziecko wyczuwa dno pod nogami oraz pod nadzorem osoby dorosłej. Zagrożenie utonięciem. W czasie używania pontonu można w nim tylko siedzieć. Zachowaj szczególną ostrożność przy wychodzeniu na brzeg i ciągnięciu pontonu po brzegu Ostre i nierówne przedmioty jak kamienie, kawałki betonu, muszle, szkło itd. mogą spowodować przedziurawienie sprzętu. Nie używaj produktu, jeśli podejrzewasz jego przedziurawienie lub przeciekanie. Odpowiednie napompowanie i używanie sprzętu jest niezbędne dla zapewnienia bezpieczeństwa. Przed każdym użyciem upewnij się, czy zawór bezpieczeństwa jest szczelnie zamknięty. Sprawdzaj szwy na sprzęcie regularnie, czy nie są pęknięte.	[50, 852, 209, 885]
section-heading: UPPBLÅSNING	[50, 732, 75, 737]
section-heading: ESVAZIAR	[219, 439, 237, 444]
section-heading: POMPOWANIE	[50, 885, 74, 890]
section-heading: HINCHADO	[389, 267, 408, 272]
instruction-block	[45, 533, 214, 692]
section-text: Kasutada ainult täiskasvanu järelevalve all vees, kus laps ulatub jalgadega põhja. Ei ole uppumisvastaseks kaitseks. Kasutamisel olge alati paadis istuvas asendis. Olge ettevaatlik randumisel või maasi mineku tiirildamisel. Kaneidist ja teravatest objektid, nagu kivimid, tsement, merekarbid jne., võivad toodet läbi torgata. Ärge kasutage toodet läbitorke või lekkimise kahtluse puhul. Toote õige täispuhumine ja kasutamine on oluline teie ohutuse tagamiseks. Kasutuse ajal kontrollige pidevalt paadi ventiili seadist kasutust. Regulaarselt kontrollige õmblusi lõhenemise osas.	[50, 1309, 206, 1334]
section-heading: НАДУВАНЕ	[219, 1183, 239, 1188]
section-text: Etter å ha tømt ut luften bruker du en fuktig klut til rengjøring. Oppbevares på et kjølig, tørt sted, og utenfor barns rekkevidde. Kontroller produktet for skader i starten av hver sesong og med jevne mellomrom når det er i bruk.	[389, 603, 538, 616]
section-heading: AFLATEN	[219, 285, 236, 290]
section-heading: ORO IŠLEIDIMAS	[50, 1047, 79, 1052]
section-text: Havasını indirdikten sonra temizlemek için nemli bir bez kullanın. Serin, kuru bir yerde ve çocukların ulaşamayacağı şekilde saklayın. Her sezonun başında ve kullanım sırasında düzenli aralıklarla üründe hasar olup olmadığını kontrol edin.	[389, 1060, 543, 1073]
section-heading: DEFLATION	[50, 107, 70, 112]
block-title: Instructions for inflatable boat	[100, 58, 159, 63]
section-text: Når luften er lukket ud af baderingen renses den med en fugtig klud. Opbevares på et køligt, tørt sted utilgængeligt for børn. Undersøg produktet for beskadigelser i begyndelsen af hver sæson og med jævne mellemrum, når produktet er i brug.	[50, 444, 208, 457]
section-heading: ILMAN TÄYTTÖ	[219, 732, 245, 737]
section-text: След изпускане използвайте влажна кърпа за почистване. Съхранявайте на хладно, сухо място, далеч от достъпа на деца. Проверявайте продукта за повреди в началото на всеки сезон и на редовни интервали по време на употреба.	[219, 1214, 373, 1227]
section-text: بعد تفريغ الهواء، استخدم قطعة قماش مبللة للتنظيف. يخزن في مكان بارد وجاف بعيدا عن متناول الأطفال. افحص المنتج بحثا عن أي تلف في بداية كل موسم وعلى فترات منتظمة أثناء الاستخدام.	[391, 1357, 549, 1366]
section-text: Güvenlik valfini açın ve botu şişirin Hazneyi dokunulduğunda sıkı olacak, ancak çok sert olmayacak kadar şişirin. Tıpayı valfe takın ve valfi sıkıca bastırarak yuvaya geri itin. Asla fazla şişirmeyin ya da şişirmek için yüksek basınçlı hava kullanmayın.	[389, 1033, 548, 1046]
section-text: Koristiti samo u vodi dubine manje od visine deteta i pod nadzorom odraslih. Ne štiti od utapanja. Uvek sedite u čamcu dok ga koristite. Budite oprezni pri pristajanju ili izvlačenju na obalu Oštri i grubi predmeti kao što su kamenje, cement, školjke, staklo itd. mogu probušiti proizvod. Ne koristite čamac ako sumnjate da postoji oštećenje ili curenje. Pravilno naduvavanje i korišćenje su od suštinskog značaja za sigurnost. Obratite pažnju da je na osigurač dobro zatvoren sigurnosni ventil svaki put kad se koristi. Redovno proveravajte šavove.	[219, 1309, 379, 1334]
section-text: Después del deshinchado, use un paño húmedo para limpiar el producto. Guarde el producto en un lugar fresco, seco y fuera del alcance de los niños. Compruebe si el producto está dañado al principio de cada estación y a intervalos regulares cuando lo use.	[389, 298, 548, 311]
block-title: Инструкции за надуваема лодка	[267, 1143, 331, 1148]
section-text: Po praznjenju čoln očistite z vlažno krpo. Shranjujte ga na hladnem, suhem mestu in zunaj dosega otrok. Na začetku vsake sezone in v rednih časovnih razmikih med uporabo preverite, ali je izdelek poškodovan.	[219, 1060, 377, 1073]
section-text: Nur im flachen Wasser unter Aufsicht von Erwachsenen verwenden. Kein Schutz vor Ertrinken. Bei der Benutzung des Bootes immer eine sitzende Position einhalten. Vorsicht beim Anlanden des Ufers und Herausziehen aus dem Boots.Scharfkantige und rauhe Gegenstände wie Felsen, Zement, Muscheln, Glas, etc. können das Produkt durchstechen. Das Boot nicht benutzen, wenn Sie eine undichte oder durchgestochenes Stelle vermuten. Eine richtige Befüllung mit Luft und Benutzung ist entscheidend für die Gewährleistung der Sicherheit. Achten Sie darauf, dass das Sicherheitsventil bei jeder Benutzung fest verschlossen ist. Überprüfen Sie die Nähte regelmäßig auf Risse.	[389, 69, 548, 98]
section-heading: GONFIAGGIO	[50, 271, 73, 276]
section-heading: ČIŠČENJE IN SHRANJEVANJE	[219, 1056, 270, 1061]
block-title: Instrukcija naudotis pripučiama valtele	[92, 993, 167, 998]
section-text: Išleidę orą, nuvalykite drėgnu skudurėliu. Laikykite vėsioje, sausoje, vaikams nepasiekiamoje vietoje. Kiekvieno sezono pradžioje ir reguliariais intervalais naudojimo metu patikrinkite, ar produktas nėra pažeistas.	[50, 1060, 202, 1073]
document-frame	[30, 38, 568, 1595]
section-heading: INSUFLAR	[219, 421, 237, 426]
section-text: Får endast användas i vatten där barnet bottnar och under tillsyn av en vuxen. Ger inget skydd mot drunkning. Sitt alltid ner i båten då den används. Var försiktigt när båten dras på land bruk och nära föremål som stenar, cement, snäckor, glas o.s.v kan punktera produkten. Använd inte båten om du misstänker att den punkterats eller att den läcker. Korrekt uppblåsning och användning krävs för att garantera barnets säkerhet. Kontrollera noggrant att säkerhetsventilen är stängd varje gång du använder leksaken. Kontrollera regelbundet att sömmarna inte spricker.	[50, 707, 208, 732]
instruction-block	[45, 378, 214, 532]
section-heading: LIMPEZA E CONSERVAÇÃO	[219, 448, 266, 453]
instruction-row	[45, 1139, 553, 1294]
section-heading: UYARI	[389, 1000, 400, 1004]
section-text: Træk stoppen ud og tryk på ventilen ved roden, indtil luften er lukket ud.	[50, 435, 158, 440]
section-heading: ΦΟΥΣΚΩΜΑ	[389, 425, 410, 430]
section-heading: TØMMING AV LUFT	[389, 590, 421, 595]
section-text: Open the safety valve and inflate the boat. Fill the chamber until it is stiff to the touch but not hard. Invert the stopper into the valve and recess the valve by pushing down firmly on it. Never over inflate or use high pressure air to inflate.	[50, 94, 206, 107]
section-heading: OPBLAZEN	[219, 267, 239, 272]
section-heading: VYPOUŠTĚNÍ	[219, 590, 242, 595]
section-text: Puxe a tampa para fora e apertar a válvula na sua base até esvaziar.	[219, 443, 324, 448]
section-heading: FIGYELMEZTETÉS	[219, 848, 251, 852]
section-heading: PUHASTAMINE JA HOIDMINE	[50, 1361, 98, 1366]
instruction-grid	[45, 54, 553, 1583]
section-heading: AVVERTENZA	[50, 238, 73, 242]
instruction-block	[45, 838, 214, 989]
section-text: Tıpayı çekip çıkarın ve tamamen sönene kadar valfi tabanından sıkın.	[389, 1051, 494, 1056]
block-title: Instruções para barca insuflável	[268, 381, 330, 386]
block-title: Uputstvo za čamac na naduvavanje	[265, 1298, 333, 1303]
section-heading: WAARSCHUWING	[219, 238, 249, 242]
section-heading: SLÄPPA UT LUFTEN	[50, 750, 84, 755]
section-heading: GONFLAGE	[219, 98, 239, 103]
section-text: ΝΑ ΧΡΗΣΙΜΟΠΟΙΕΙΤΑΙ ΜΟΝΟ ΣΕ ΝΕΡΟ ΟΠΟΥ ΠΑΤΑΝΕ ΤΟ ΠΑΙΔΙ ΚΑΙ ΥΠΟ ΤΗΝ ΕΠΙΒΛΕΨΗ ΕΝΗΛΙΚΑ. ΔΕΝ ΠΡΟΣΤΑΤΕΥΕΙ ΑΠΟ ΠΝΙΓΜΟ. ΝΑ ΚΑΘΕΣΤΕ ΠΑΝΤΑ ΣΤΗ ΒΑΡΚΑ ΚΑΤΑ ΤΗ ΧΡΗΣΙΜΟΠΟΙΗΣΗ. ΝΑ ΠΡΟΣΕΧΕΤΕ ΟΤΑΝ ΒΓΑΙΝΕΤΕ ΣΤΗΝ ΑΚΤΗ Ή ΞΕΦΟΡΤΩΝΕΤΕ. ΑΙΧΜΗΡΑ ΚΑΙ ΑΝΩΜΑΛΑ ΑΝΤΙΚΕΙΜΕΝΑ ΟΠΩΣ ΒΡΑΧΙΑ, ΤΣΙΜΕΝΤΟ, ΚΟΧΥΛΙΑ, ΓΥΑΛΙ Κ.ΛΠ. ΜΠΟΡΕΙ ΝΑ ΤΡΥΠΗΣΟΥΝ ΤΟ ΠΡΟΪΟΝ. ΜΗ ΧΡΗΣΙΜΟΠΟΙΕΙΤΕ ΤΗ ΒΑΡΚΑ ΑΝ ΥΠΟΨΙΑΖΕΣΤΕ ΟΤΙ ΕΧΕΙ ΤΡΥΠΗΣΕΙ Ή ΧΑΝΕΙ ΑΕΡΑ. ΤΟ ΣΩΣΤΟ ΦΟΥΣΚΩΜΑ ΚΑΙ Η ΣΩΣΤΗ ΧΡΗΣΗ ΕΙΝΑΙ ΚΡΙΣΙΜΑ ΓΙΑ ΤΗΝ ΑΣΦΑΛΕΙΑ. ΦΡΟΝΤΙΣΤΕ ΝΑ ΕΙΝΑΙ ΚΑΛΑ ΚΛΕΙΣΤΗ Η ΒΑΛΒΙΔΑ ΑΣΦΑΛΕΙΑΣ ΚΑΘΕ ΦΟΡΑ ΠΟΥ ΧΡΗΣΙΜΟΠΟΙΕΙΤΑΙ. ΝΑ ΕΛΕΓΧΕΤΕ ΤΑΚΤΙΚΑ ΤΙΣ ΡΑΦΕΣ ΓΙΑ ΣΚΙΣΙΜΑΤΑ.	[389, 392, 546, 425]
instruction-block	[214, 55, 384, 227]
section-text: Otvorte bezpečnostný ventil a čln nafúknite Komoru naplňte tak, aby bola na dotyk nepoddajná, no nie tvrdá. Ventil uzatvorte zátkou a zatlačte ho pevne smerom nadol. Výrobok nikdy nadmerne nenafukujte a takisto nepoužívajte pri nafukovaní vysokotlakový vzduch.	[389, 736, 547, 749]
instruction-block	[45, 55, 214, 227]
section-heading: PRIPŪTIMAS	[50, 1029, 71, 1034]
section-heading: SPUSZCZANIE POWIETRZA	[50, 903, 96, 908]
section-heading: UPOZORENJE	[219, 1305, 244, 1309]
section-heading: ČIŠĆENJE I SKLADIŠTENJE	[389, 1206, 435, 1211]
section-heading: PRAZNJENJE	[219, 1047, 243, 1052]
product-code: 303021213762	[516, 1573, 550, 1579]
section-heading: CURĂȚAREA ȘI DEPOZITAREA	[50, 1206, 101, 1211]
block-title: Navodila za uporabo napihljivega čolna	[261, 993, 337, 998]
section-heading: ADVERTENCIA	[389, 238, 414, 242]
block-title: Upute za čamac na napuhavanje	[437, 1143, 500, 1148]
block-title: Navodilo za uporabo napihljivega čolna	[431, 841, 507, 846]
section-text: Ištraukite kamštį ir suspauskite vožtuvą prie pagrindo, kol neišeis oras.	[50, 1051, 156, 1056]
instruction-block	[214, 378, 384, 532]
block-title: Návod pro nafukovací člun	[273, 536, 325, 541]
file-name-caption: 303021213762_34037_16.2x24(+0.5+24)cm	[30, 1602, 256, 1614]
section-heading: DÉGONFLAGE	[219, 116, 244, 121]
section-heading: DESHINCHADO	[389, 285, 415, 290]
section-text: Öppna säkerhetsventilen och blås upp båten Fyll luftkammaren tills den är fast men inte hård. Sätt i proppen i ventilen och pressera tillbaka ventilen så den sitter genom att trycka på den fast. Blås aldrig upp för mycket och använd aldrig tryckluft för att blåsa upp den.	[50, 736, 203, 749]
